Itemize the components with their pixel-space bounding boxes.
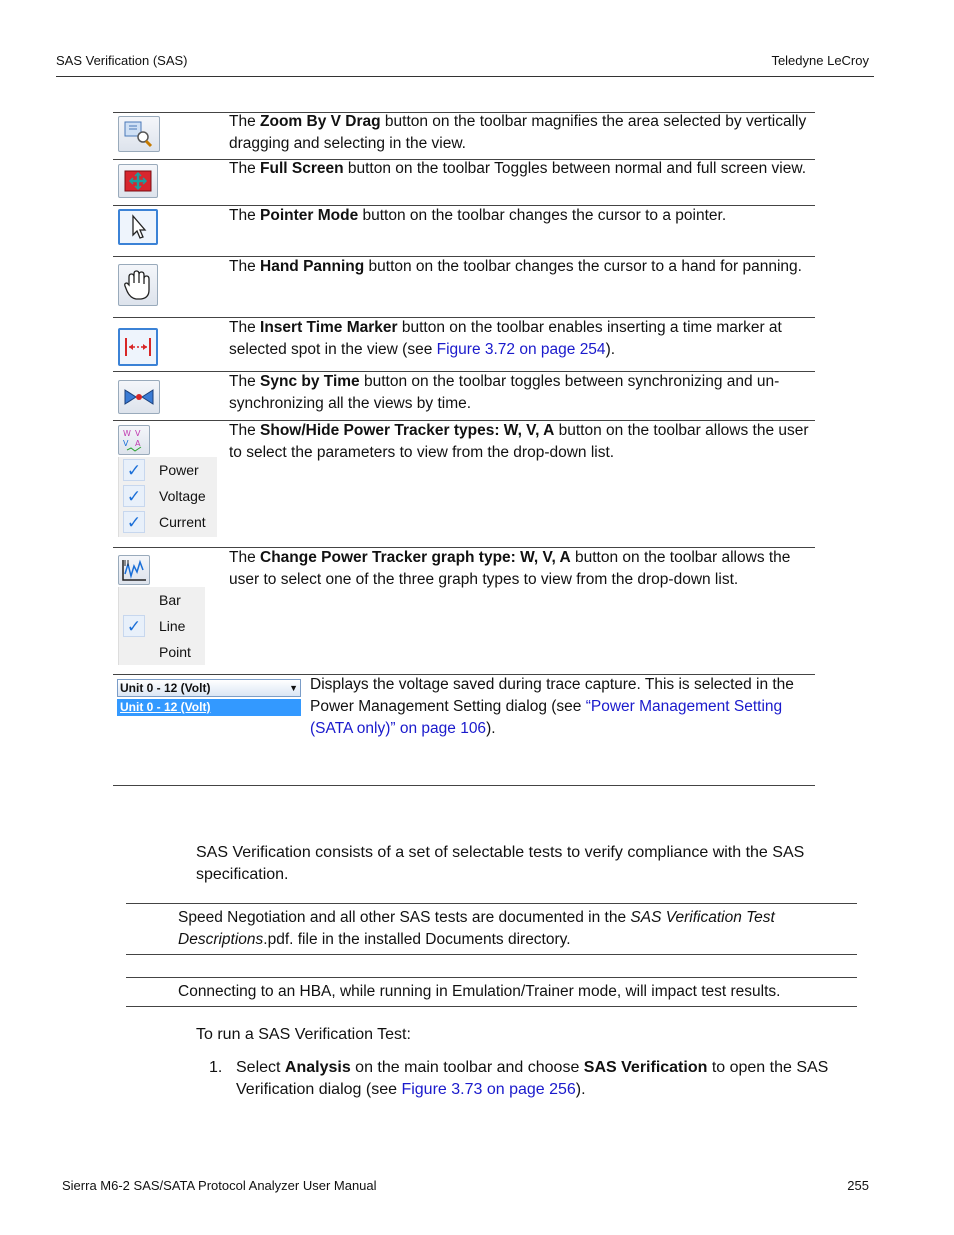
page-number: 255	[847, 1178, 869, 1193]
feature-name: Hand Panning	[260, 258, 365, 275]
feature-name: Sync by Time	[260, 373, 360, 390]
menu-item-bar[interactable]: Bar	[159, 592, 181, 608]
menu-item-current[interactable]: ✓ Current	[119, 509, 217, 535]
note-paragraph: Speed Negotiation and all other SAS tests are documented in the SAS Verification Test Descriptions.pdf. file in the installed Documents directory.	[178, 909, 775, 948]
svg-text:A: A	[135, 439, 141, 448]
voltage-dropdown[interactable]	[117, 679, 301, 697]
chevron-down-icon: ▼	[289, 683, 298, 693]
note-divider	[126, 903, 857, 904]
feature-name: Insert Time Marker	[260, 319, 398, 336]
pointer-mode-icon	[118, 209, 158, 245]
check-icon: ✓	[123, 615, 145, 637]
figure-link[interactable]: Figure 3.73 on page 256	[401, 1081, 576, 1098]
menu-item-power[interactable]: ✓ Power	[119, 457, 217, 483]
dropdown-value: Unit 0 - 12 (Volt)	[120, 681, 211, 695]
check-icon: ✓	[123, 459, 145, 481]
power-management-link[interactable]: “Power Management Setting (SATA only)” on page 106	[310, 698, 783, 737]
feature-name: Pointer Mode	[260, 207, 359, 224]
row-description: The Sync by Time button on the toolbar toggles between synchronizing and un-synchronizing all the views by time.	[229, 373, 780, 412]
intro-paragraph: SAS Verification consists of a set of selectable tests to verify compliance with the SAS specification.	[196, 844, 805, 883]
sync-by-time-icon	[118, 380, 160, 414]
power-tracker-graph-menu	[118, 587, 205, 665]
menu-item-line[interactable]: ✓ Line	[119, 613, 205, 639]
row-description: The Zoom By V Drag button on the toolbar magnifies the area selected by vertically dragging and selecting in the view.	[229, 113, 807, 152]
table-divider	[113, 785, 815, 786]
row-description: The Pointer Mode button on the toolbar changes the cursor to a pointer.	[229, 207, 727, 224]
menu-item-point[interactable]: Point	[159, 644, 191, 660]
svg-text:V: V	[123, 439, 129, 448]
page-header-left: SAS Verification (SAS)	[56, 53, 188, 68]
row-description: The Change Power Tracker graph type: W, V, A button on the toolbar allows the user to select one of the three graph types to view from the drop-down list.	[229, 549, 791, 588]
header-divider	[56, 76, 874, 77]
row-description: The Full Screen button on the toolbar Toggles between normal and full screen view.	[229, 160, 807, 177]
row-description: The Hand Panning button on the toolbar changes the cursor to a hand for panning.	[229, 258, 802, 275]
feature-name: Full Screen	[260, 160, 344, 177]
hand-panning-icon	[118, 264, 158, 306]
full-screen-icon	[118, 164, 158, 198]
feature-name: Show/Hide Power Tracker types: W, V, A	[260, 422, 555, 439]
step-number: 1.	[209, 1059, 223, 1076]
footer-title: Sierra M6-2 SAS/SATA Protocol Analyzer User Manual	[62, 1178, 377, 1193]
power-tracker-types-menu	[118, 457, 217, 537]
row-description: The Insert Time Marker button on the toolbar enables inserting a time marker at selected spot in the view (see Figure 3.72 on page 254).	[229, 319, 782, 358]
feature-name: Change Power Tracker graph type: W, V, A	[260, 549, 571, 566]
menu-item-voltage[interactable]: ✓ Voltage	[119, 483, 217, 509]
note-divider	[126, 1006, 857, 1007]
zoom-by-v-drag-icon	[118, 116, 160, 152]
check-icon: ✓	[123, 485, 145, 507]
step-text: Select Analysis on the main toolbar and choose SAS Verification to open the SAS Verification dialog (see Figure 3.73 on page 256).	[236, 1059, 829, 1098]
note-divider	[126, 977, 857, 978]
svg-text:W: W	[123, 429, 131, 438]
row-description: Displays the voltage saved during trace capture. This is selected in the Power Management Setting dialog (see “Power Management Setting (SATA only)” on page 106).	[310, 676, 794, 737]
dropdown-option[interactable]: Unit 0 - 12 (Volt)	[117, 699, 301, 716]
figure-link[interactable]: Figure 3.72 on page 254	[436, 341, 606, 358]
power-tracker-types-icon	[118, 425, 150, 455]
check-icon: ✓	[123, 511, 145, 533]
feature-name: Zoom By V Drag	[260, 113, 381, 130]
row-description: The Show/Hide Power Tracker types: W, V, A button on the toolbar allows the user to select the parameters to view from the drop-down list.	[229, 422, 809, 461]
note-divider	[126, 954, 857, 955]
power-tracker-graph-icon	[118, 555, 150, 585]
procedure-intro: To run a SAS Verification Test:	[196, 1026, 411, 1043]
svg-text:V: V	[135, 429, 141, 438]
page-header-right: Teledyne LeCroy	[771, 53, 869, 68]
note-paragraph: Connecting to an HBA, while running in Emulation/Trainer mode, will impact test results.	[178, 983, 781, 1000]
insert-time-marker-icon	[118, 328, 158, 366]
